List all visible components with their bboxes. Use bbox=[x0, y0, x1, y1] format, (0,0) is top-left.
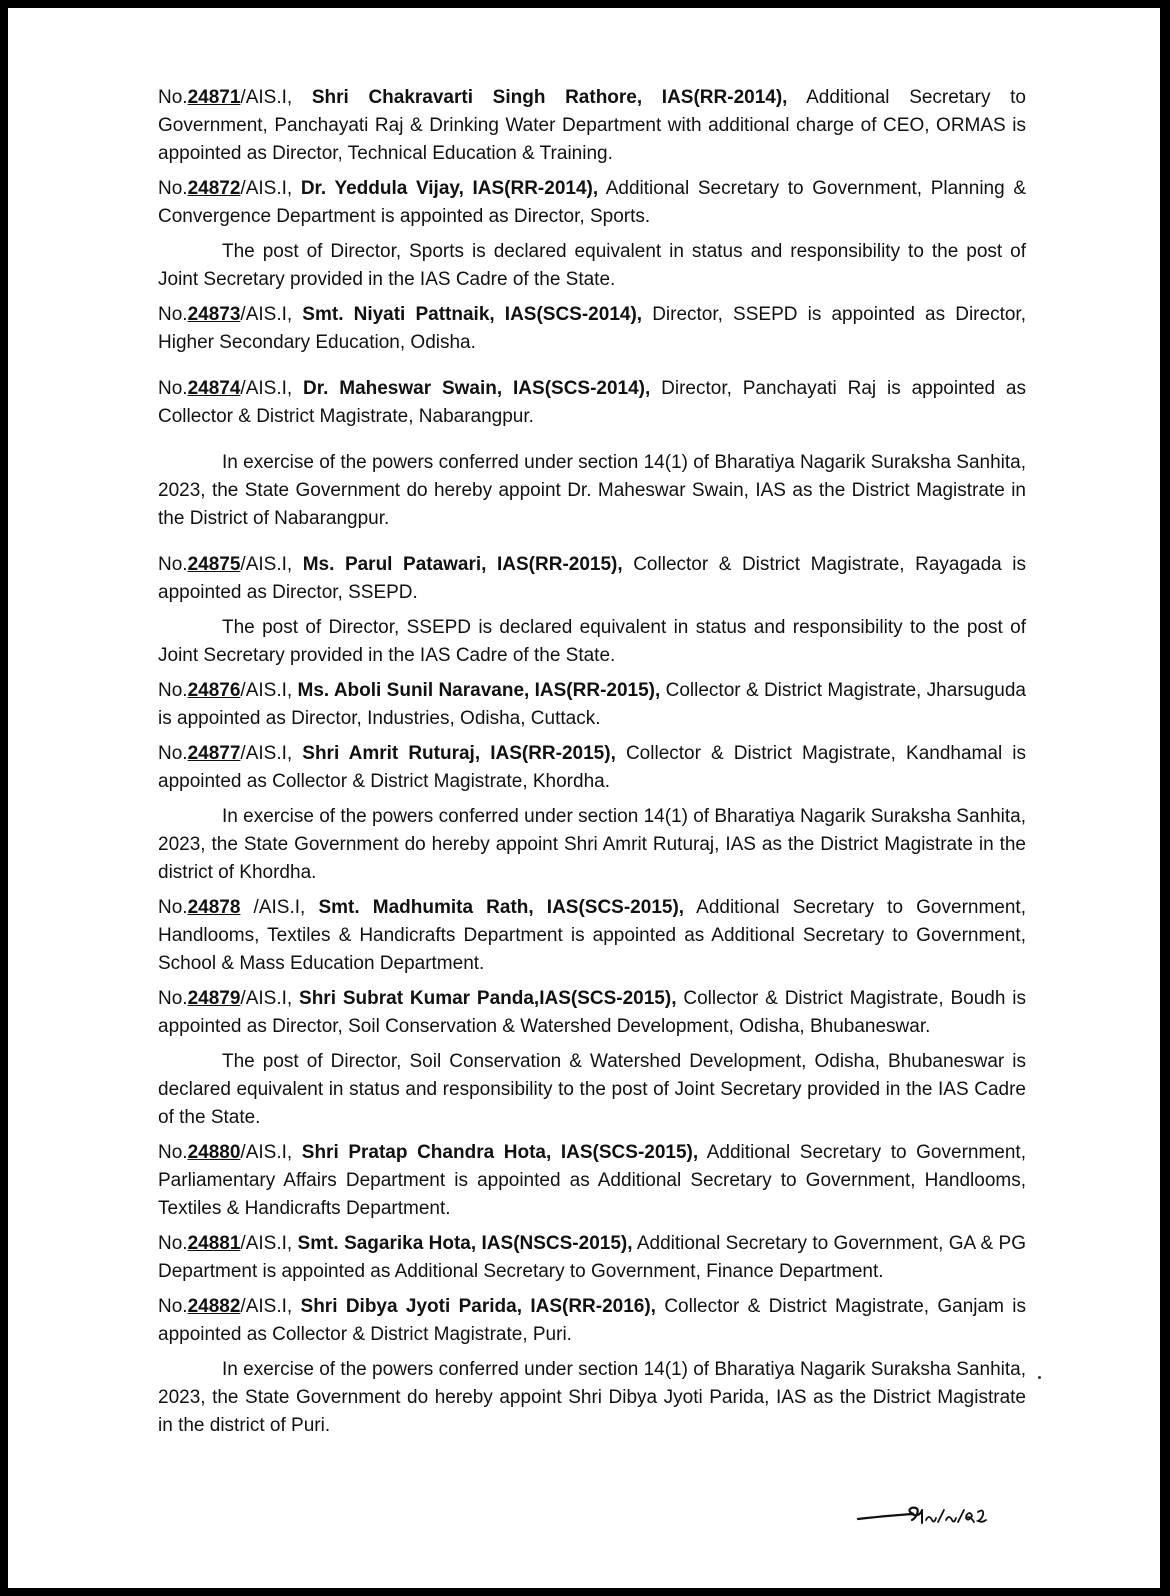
order-text: Collector & District Magistrate, Boudh is appointed as Director, Soil Conservation & Watershed Development, Odisha, Bhubaneswar. bbox=[158, 988, 1026, 1037]
officer-name: Ms. Parul Patawari, IAS(RR-2015), bbox=[302, 554, 623, 575]
order-prefix: No. bbox=[158, 743, 188, 764]
order-paragraph bbox=[158, 175, 1026, 231]
order-paragraph bbox=[158, 1293, 1026, 1349]
order-number: 24871 bbox=[187, 87, 241, 108]
order-text: Additional Secretary to Government, GA & PG Department is appointed as Additional Secretary to Government, Finance Department. bbox=[158, 1233, 1026, 1282]
order-text: Director, Panchayati Raj is appointed as Collector & District Magistrate, Nabarangpur. bbox=[158, 378, 1026, 427]
order-series: /AIS.I, bbox=[240, 378, 304, 399]
officer-name: Shri Amrit Ruturaj, IAS(RR-2015), bbox=[302, 743, 616, 764]
order-paragraph bbox=[158, 894, 1026, 978]
order-text: Collector & District Magistrate, Ganjam is appointed as Collector & District Magistrate, Puri. bbox=[158, 1296, 1026, 1345]
note-paragraph: The post of Director, Sports is declared equivalent in status and responsibility to the post of Joint Secretary provided in the IAS Cadre of the State. bbox=[158, 241, 1026, 290]
order-prefix: No. bbox=[158, 178, 188, 199]
note-paragraph: The post of Director, SSEPD is declared equivalent in status and responsibility to the post of Joint Secretary provided in the IAS Cadre of the State. bbox=[158, 617, 1026, 666]
handwritten-signature-icon bbox=[856, 1496, 1006, 1536]
order-number: 24881 bbox=[187, 1233, 241, 1254]
order-series: /AIS.I, bbox=[240, 897, 319, 918]
order-series: /AIS.I, bbox=[240, 1142, 302, 1163]
officer-name: Smt. Niyati Pattnaik, IAS(SCS-2014), bbox=[302, 304, 643, 325]
order-paragraph bbox=[158, 985, 1026, 1041]
note-paragraph: In exercise of the powers conferred under section 14(1) of Bharatiya Nagarik Suraksha Sanhita, 2023, the State Government do hereby appoint Shri Dibya Jyoti Parida, IAS as the District Magistrate in the district of Puri. bbox=[158, 1359, 1026, 1436]
officer-name: Shri Dibya Jyoti Parida, IAS(RR-2016), bbox=[300, 1296, 656, 1317]
order-series: /AIS.I, bbox=[240, 1233, 298, 1254]
officer-name: Shri Pratap Chandra Hota, IAS(SCS-2015), bbox=[301, 1142, 699, 1163]
order-text: Additional Secretary to Government, Handlooms, Textiles & Handicrafts Department is appointed as Additional Secretary to Government, School & Mass Education Department. bbox=[158, 897, 1026, 974]
note-paragraph: In exercise of the powers conferred under section 14(1) of Bharatiya Nagarik Suraksha Sanhita, 2023, the State Government do hereby appoint Shri Amrit Ruturaj, IAS as the District Magistrate in the district of Khordha. bbox=[158, 806, 1026, 883]
order-text: Director, SSEPD is appointed as Director, Higher Secondary Education, Odisha. bbox=[158, 304, 1026, 353]
order-text: Additional Secretary to Government, Panchayati Raj & Drinking Water Department with additional charge of CEO, ORMAS is appointed as Director, Technical Education & Training. bbox=[158, 87, 1027, 164]
order-prefix: No. bbox=[158, 897, 188, 918]
order-number: 24878 bbox=[187, 897, 241, 918]
order-number: 24873 bbox=[187, 304, 241, 325]
order-series: /AIS.I, bbox=[240, 743, 303, 764]
order-number: 24876 bbox=[187, 680, 241, 701]
officer-name: Dr. Maheswar Swain, IAS(SCS-2014), bbox=[303, 378, 651, 399]
order-text: Collector & District Magistrate, Kandhamal is appointed as Collector & District Magistrate, Khordha. bbox=[158, 743, 1026, 792]
order-series: /AIS.I, bbox=[240, 1296, 301, 1317]
order-prefix: No. bbox=[158, 87, 188, 108]
order-text: Additional Secretary to Government, Parliamentary Affairs Department is appointed as Additional Secretary to Government, Handlooms, Textiles & Handicrafts Department. bbox=[158, 1142, 1026, 1219]
order-series: /AIS.I, bbox=[240, 304, 303, 325]
order-series: /AIS.I, bbox=[240, 87, 312, 108]
order-paragraph bbox=[158, 84, 1026, 168]
notification-body bbox=[158, 84, 1026, 1447]
order-paragraph bbox=[158, 1230, 1026, 1286]
order-text: Additional Secretary to Government, Planning & Convergence Department is appointed as Director, Sports. bbox=[158, 178, 1026, 227]
order-text: Collector & District Magistrate, Rayagada is appointed as Director, SSEPD. bbox=[158, 554, 1026, 603]
order-paragraph bbox=[158, 301, 1026, 357]
officer-name: Shri Subrat Kumar Panda,IAS(SCS-2015), bbox=[299, 988, 677, 1009]
order-series: /AIS.I, bbox=[240, 178, 301, 199]
order-prefix: No. bbox=[158, 378, 188, 399]
order-paragraph bbox=[158, 551, 1026, 607]
order-number: 24875 bbox=[187, 554, 241, 575]
officer-name: Ms. Aboli Sunil Naravane, IAS(RR-2015), bbox=[297, 680, 661, 701]
order-number: 24882 bbox=[187, 1296, 241, 1317]
order-number: 24874 bbox=[187, 378, 241, 399]
note-paragraph: In exercise of the powers conferred under section 14(1) of Bharatiya Nagarik Suraksha Sanhita, 2023, the State Government do hereby appoint Dr. Maheswar Swain, IAS as the District Magistrate in the District of Nabarangpur. bbox=[158, 452, 1026, 529]
officer-name: Smt. Madhumita Rath, IAS(SCS-2015), bbox=[318, 897, 685, 918]
order-prefix: No. bbox=[158, 1233, 188, 1254]
order-prefix: No. bbox=[158, 554, 188, 575]
note-paragraph: The post of Director, Soil Conservation & Watershed Development, Odisha, Bhubaneswar is declared equivalent in status and responsibility to the post of Joint Secretary provided in the IAS Cadre of the State. bbox=[158, 1051, 1026, 1128]
officer-name: Smt. Sagarika Hota, IAS(NSCS-2015), bbox=[297, 1233, 633, 1254]
order-paragraph bbox=[158, 740, 1026, 796]
order-series: /AIS.I, bbox=[240, 554, 303, 575]
order-prefix: No. bbox=[158, 1142, 188, 1163]
order-series: /AIS.I, bbox=[240, 988, 300, 1009]
order-number: 24879 bbox=[187, 988, 241, 1009]
order-paragraph bbox=[158, 677, 1026, 733]
order-number: 24877 bbox=[187, 743, 241, 764]
order-prefix: No. bbox=[158, 680, 188, 701]
speck-mark bbox=[1038, 1376, 1041, 1379]
document-page bbox=[8, 8, 1160, 1588]
officer-name: Dr. Yeddula Vijay, IAS(RR-2014), bbox=[300, 178, 599, 199]
order-number: 24880 bbox=[187, 1142, 241, 1163]
order-paragraph bbox=[158, 1139, 1026, 1223]
order-series: /AIS.I, bbox=[240, 680, 298, 701]
order-paragraph bbox=[158, 375, 1026, 431]
officer-name: Shri Chakravarti Singh Rathore, IAS(RR-2014), bbox=[311, 87, 788, 108]
order-text: Collector & District Magistrate, Jharsuguda is appointed as Director, Industries, Odisha, Cuttack. bbox=[158, 680, 1026, 729]
order-prefix: No. bbox=[158, 304, 188, 325]
order-prefix: No. bbox=[158, 1296, 188, 1317]
order-prefix: No. bbox=[158, 988, 188, 1009]
order-number: 24872 bbox=[187, 178, 241, 199]
